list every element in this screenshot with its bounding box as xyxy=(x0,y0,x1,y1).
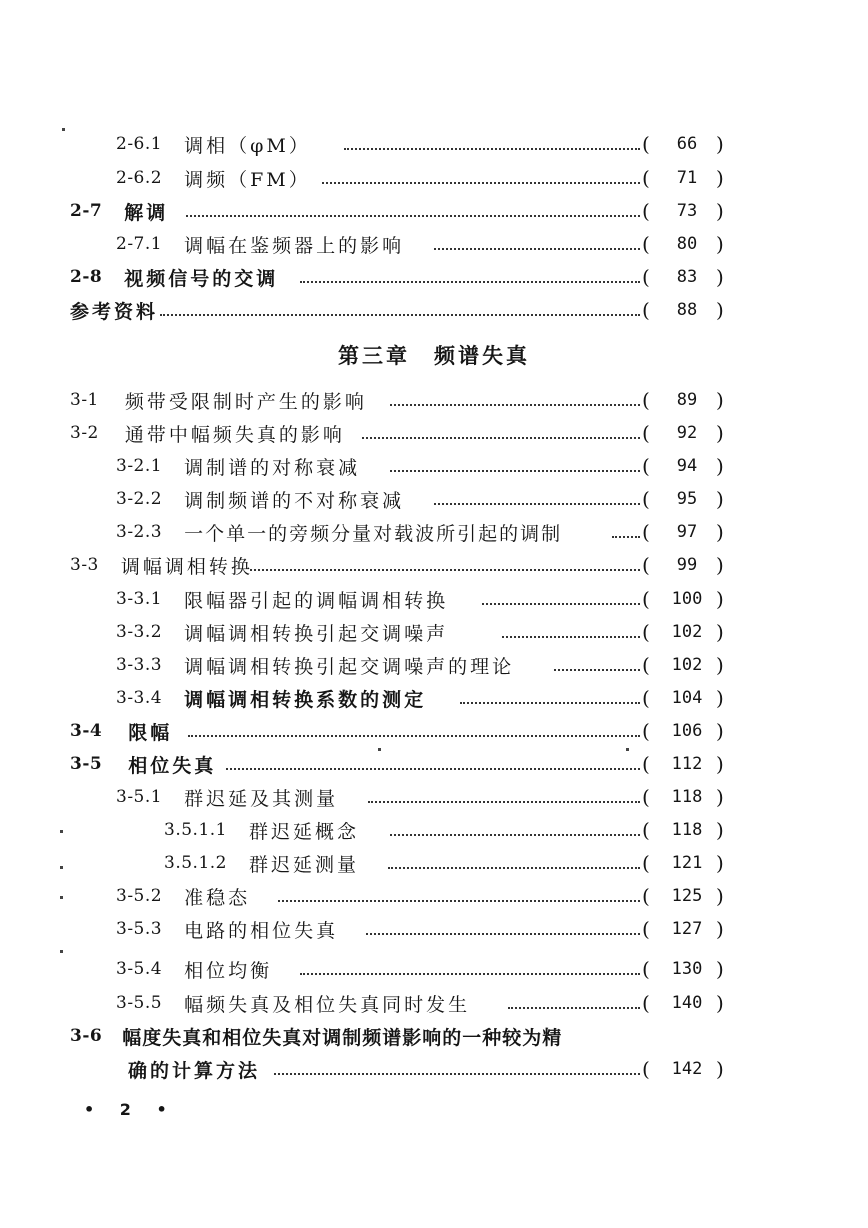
leader-dots xyxy=(300,253,640,283)
leader-dots xyxy=(434,475,640,505)
entry-page: 71 xyxy=(676,168,698,188)
toc-entry: 3-2 通带中幅频失真的影响 ( 92 ) xyxy=(0,418,868,448)
leader-dots xyxy=(186,187,640,217)
entry-page: 112 xyxy=(671,754,703,774)
entry-title: 调幅调相转换系数的测定 xyxy=(184,688,427,711)
scan-speck xyxy=(62,128,65,131)
leader-dots xyxy=(250,541,640,571)
entry-title: 调制谱的对称衰减 xyxy=(184,456,361,479)
entry-number: 3-5 xyxy=(70,754,103,774)
toc-entry: 3-4 限幅 ( 106 ) xyxy=(0,716,868,746)
entry-title: 幅频失真及相位失真同时发生 xyxy=(184,993,471,1016)
entry-number: 3-4 xyxy=(70,721,103,741)
entry-number: 2-8 xyxy=(70,267,103,287)
entry-title: 确的计算方法 xyxy=(128,1059,261,1082)
scan-speck xyxy=(60,896,63,899)
entry-number: 3-3.1 xyxy=(116,589,163,609)
toc-entry: 3-5.1 群迟延及其测量 ( 118 ) xyxy=(0,782,868,812)
entry-title: 视频信号的交调 xyxy=(124,267,279,290)
entry-title: 电路的相位失真 xyxy=(184,919,339,942)
entry-number: 3-3.2 xyxy=(116,622,163,642)
entry-page: 130 xyxy=(671,959,703,979)
toc-entry: 3-3.1 限幅器引起的调幅调相转换 ( 100 ) xyxy=(0,584,868,614)
leader-dots xyxy=(612,508,640,538)
entry-number: 3-3 xyxy=(70,555,99,575)
entry-title: 限幅器引起的调幅调相转换 xyxy=(184,589,449,612)
chapter-heading: 第三章 频谱失真 xyxy=(338,344,530,368)
toc-entry: 3-5 相位失真 ( 112 ) xyxy=(0,749,868,779)
entry-number: 2-7 xyxy=(70,201,103,221)
entry-number: 3-2.1 xyxy=(116,456,163,476)
toc-entry: 3.5.1.2 群迟延测量 ( 121 ) xyxy=(0,848,868,878)
toc-entry: 3-3 调幅调相转换 ( 99 ) xyxy=(0,550,868,580)
entry-page: 140 xyxy=(671,993,703,1013)
entry-title: 群迟延概念 xyxy=(248,820,359,843)
entry-title: 准稳态 xyxy=(184,886,251,909)
entry-page: 121 xyxy=(671,853,703,873)
toc-entry: 3-5.2 准稳态 ( 125 ) xyxy=(0,881,868,911)
toc-entry: 2-7 解调 ( 73 ) xyxy=(0,196,868,226)
leader-dots xyxy=(434,220,640,250)
entry-number: 3.5.1.1 xyxy=(164,820,227,840)
entry-number: 3-1 xyxy=(70,390,99,410)
toc-entry: 3-2.3 一个单一的旁频分量对载波所引起的调制 ( 97 ) xyxy=(0,517,868,547)
entry-title: 群迟延测量 xyxy=(248,853,359,876)
entry-page: 89 xyxy=(676,390,698,410)
leader-dots xyxy=(502,608,640,638)
leader-dots xyxy=(344,120,640,150)
entry-page: 118 xyxy=(671,787,703,807)
entry-number: 3-3.3 xyxy=(116,655,163,675)
leader-dots xyxy=(274,1045,640,1075)
leader-dots xyxy=(226,740,640,770)
entry-title: 幅度失真和相位失真对调制频谱影响的一种较为精 xyxy=(122,1026,563,1049)
entry-page: 95 xyxy=(676,489,698,509)
entry-page: 125 xyxy=(671,886,703,906)
entry-page: 80 xyxy=(676,234,698,254)
entry-page: 102 xyxy=(671,622,703,642)
toc-entry: 3-2.1 调制谱的对称衰减 ( 94 ) xyxy=(0,451,868,481)
scan-speck xyxy=(378,748,381,751)
entry-title: 调幅调相转换引起交调噪声 xyxy=(184,622,449,645)
entry-title: 调相（φM） xyxy=(184,134,311,157)
scan-speck xyxy=(60,830,63,833)
toc-entry-continuation: 确的计算方法 ( 142 ) xyxy=(0,1054,868,1084)
entry-title: 频带受限制时产生的影响 xyxy=(124,390,367,413)
leader-dots xyxy=(160,286,640,316)
entry-title: 调幅在鉴频器上的影响 xyxy=(184,234,405,257)
entry-number: 3-6 xyxy=(70,1026,103,1046)
toc-entry: 3-5.4 相位均衡 ( 130 ) xyxy=(0,954,868,984)
leader-dots xyxy=(362,409,640,439)
leader-dots xyxy=(460,674,640,704)
toc-entry: 3-3.4 调幅调相转换系数的测定 ( 104 ) xyxy=(0,683,868,713)
entry-number: 3-5.1 xyxy=(116,787,163,807)
entry-title: 调幅调相转换 xyxy=(120,555,253,578)
entry-title: 调频（FM） xyxy=(184,168,311,191)
entry-page: 94 xyxy=(676,456,698,476)
entry-page: 118 xyxy=(671,820,703,840)
entry-page: 88 xyxy=(676,300,698,320)
scan-speck xyxy=(60,866,63,869)
leader-dots xyxy=(368,773,640,803)
toc-entry: 2-7.1 调幅在鉴频器上的影响 ( 80 ) xyxy=(0,229,868,259)
leader-dots xyxy=(390,376,640,406)
entry-title: 相位均衡 xyxy=(184,959,273,982)
leader-dots xyxy=(554,641,640,671)
toc-entry: 2-6.2 调频（FM） ( 71 ) xyxy=(0,163,868,193)
entry-title: 相位失真 xyxy=(128,754,217,777)
toc-entry: 2-6.1 调相（φM） ( 66 ) xyxy=(0,129,868,159)
entry-title: 调制频谱的不对称衰减 xyxy=(184,489,405,512)
leader-dots xyxy=(390,806,640,836)
toc-entry: 3-3.3 调幅调相转换引起交调噪声的理论 ( 102 ) xyxy=(0,650,868,680)
entry-number: 3-5.2 xyxy=(116,886,163,906)
leader-dots xyxy=(508,979,640,1009)
leader-dots xyxy=(390,442,640,472)
entry-page: 99 xyxy=(676,555,698,575)
entry-page: 92 xyxy=(676,423,698,443)
entry-number: 2-6.2 xyxy=(116,168,163,188)
entry-title: 一个单一的旁频分量对载波所引起的调制 xyxy=(184,522,563,545)
leader-dots xyxy=(322,154,640,184)
scan-speck xyxy=(60,950,63,953)
toc-entry: 2-8 视频信号的交调 ( 83 ) xyxy=(0,262,868,292)
entry-number: 3.5.1.2 xyxy=(164,853,227,873)
entry-page: 142 xyxy=(671,1059,703,1079)
toc-entry: 3.5.1.1 群迟延概念 ( 118 ) xyxy=(0,815,868,845)
entry-page: 83 xyxy=(676,267,698,287)
entry-number: 2-7.1 xyxy=(116,234,163,254)
leader-dots xyxy=(278,872,640,902)
entry-page: 127 xyxy=(671,919,703,939)
leader-dots xyxy=(300,945,640,975)
entry-title: 限幅 xyxy=(128,721,173,744)
page-folio: • 2 • xyxy=(84,1100,177,1119)
leader-dots xyxy=(188,707,640,737)
toc-entry: 3-5.3 电路的相位失真 ( 127 ) xyxy=(0,914,868,944)
entry-page: 100 xyxy=(671,589,703,609)
entry-page: 106 xyxy=(671,721,703,741)
entry-page: 97 xyxy=(676,522,698,542)
entry-number: 3-2.3 xyxy=(116,522,163,542)
toc-entry: 参考资料 ( 88 ) xyxy=(0,295,868,325)
entry-number: 3-2 xyxy=(70,423,99,443)
entry-page: 73 xyxy=(676,201,698,221)
entry-page: 66 xyxy=(676,134,698,154)
entry-title: 调幅调相转换引起交调噪声的理论 xyxy=(184,655,515,678)
entry-number: 2-6.1 xyxy=(116,134,163,154)
entry-number: 3-5.5 xyxy=(116,993,163,1013)
toc-entry: 3-1 频带受限制时产生的影响 ( 89 ) xyxy=(0,385,868,415)
scan-speck xyxy=(626,748,629,751)
entry-number: 3-2.2 xyxy=(116,489,163,509)
entry-number: 3-3.4 xyxy=(116,688,163,708)
entry-number: 3-5.4 xyxy=(116,959,163,979)
toc-entry: 3-2.2 调制频谱的不对称衰减 ( 95 ) xyxy=(0,484,868,514)
entry-title: 参考资料 xyxy=(70,300,159,323)
entry-title: 通带中幅频失真的影响 xyxy=(124,423,345,446)
entry-page: 104 xyxy=(671,688,703,708)
toc-entry: 3-3.2 调幅调相转换引起交调噪声 ( 102 ) xyxy=(0,617,868,647)
leader-dots xyxy=(388,839,640,869)
entry-title: 群迟延及其测量 xyxy=(184,787,339,810)
entry-title: 解调 xyxy=(124,201,169,224)
leader-dots xyxy=(366,905,640,935)
entry-number: 3-5.3 xyxy=(116,919,163,939)
entry-page: 102 xyxy=(671,655,703,675)
leader-dots xyxy=(482,575,640,605)
toc-entry: 3-5.5 幅频失真及相位失真同时发生 ( 140 ) xyxy=(0,988,868,1018)
